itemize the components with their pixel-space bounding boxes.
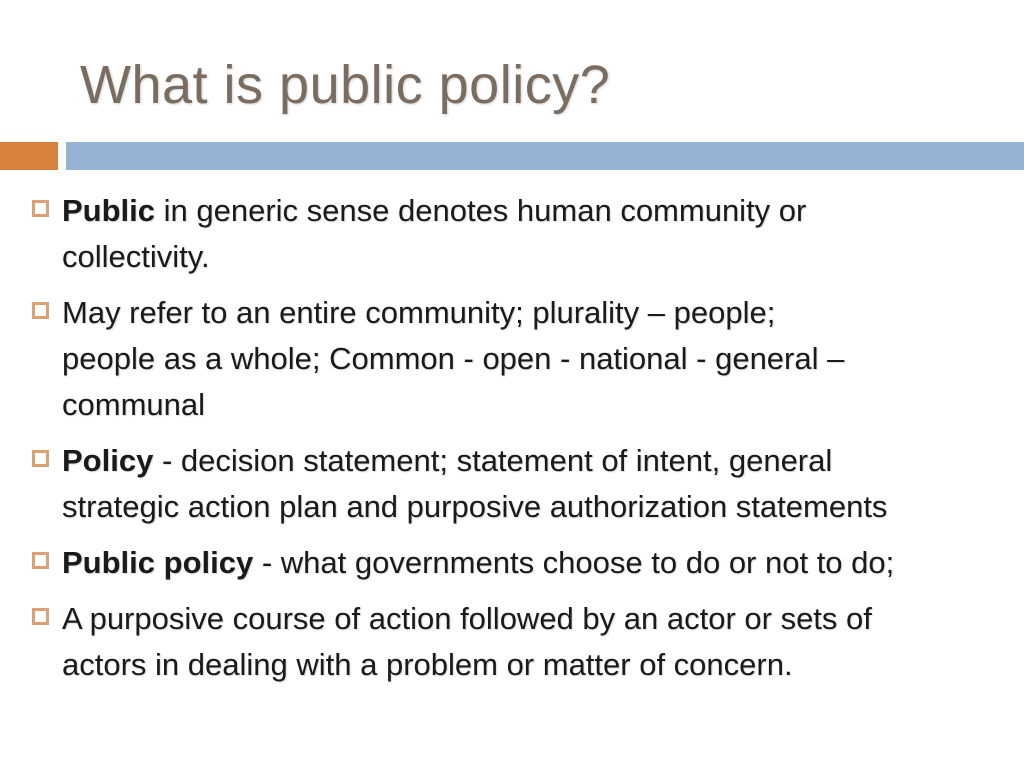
bullet-list bbox=[30, 188, 990, 698]
bullet-text: A purposive course of action followed by an actor or sets of actors in dealing with a problem or matter of concern. bbox=[62, 601, 872, 682]
bullet-square-icon bbox=[32, 608, 49, 625]
bullet-text: Policy - decision statement; statement of intent, general strategic action plan and purposive authorization statements bbox=[62, 443, 888, 524]
bullet-square-icon bbox=[32, 200, 49, 217]
bullet-item bbox=[30, 188, 990, 280]
bullet-text: May refer to an entire community; plurality – people; people as a whole; Common - open - national - general – communal bbox=[62, 295, 845, 422]
bullet-square-icon bbox=[32, 552, 49, 569]
bullet-item bbox=[30, 596, 990, 688]
bullet-text: Public policy - what governments choose to do or not to do; bbox=[62, 545, 895, 580]
bullet-square-icon bbox=[32, 302, 49, 319]
title-accent-bar-blue bbox=[66, 142, 1024, 170]
bullet-item bbox=[30, 540, 990, 586]
bullet-square-icon bbox=[32, 450, 49, 467]
bullet-text: Public in generic sense denotes human community or collectivity. bbox=[62, 193, 807, 274]
title-accent-block-orange bbox=[0, 142, 58, 170]
bullet-item bbox=[30, 438, 990, 530]
bullet-item bbox=[30, 290, 990, 428]
slide-title: What is public policy? bbox=[80, 55, 611, 115]
